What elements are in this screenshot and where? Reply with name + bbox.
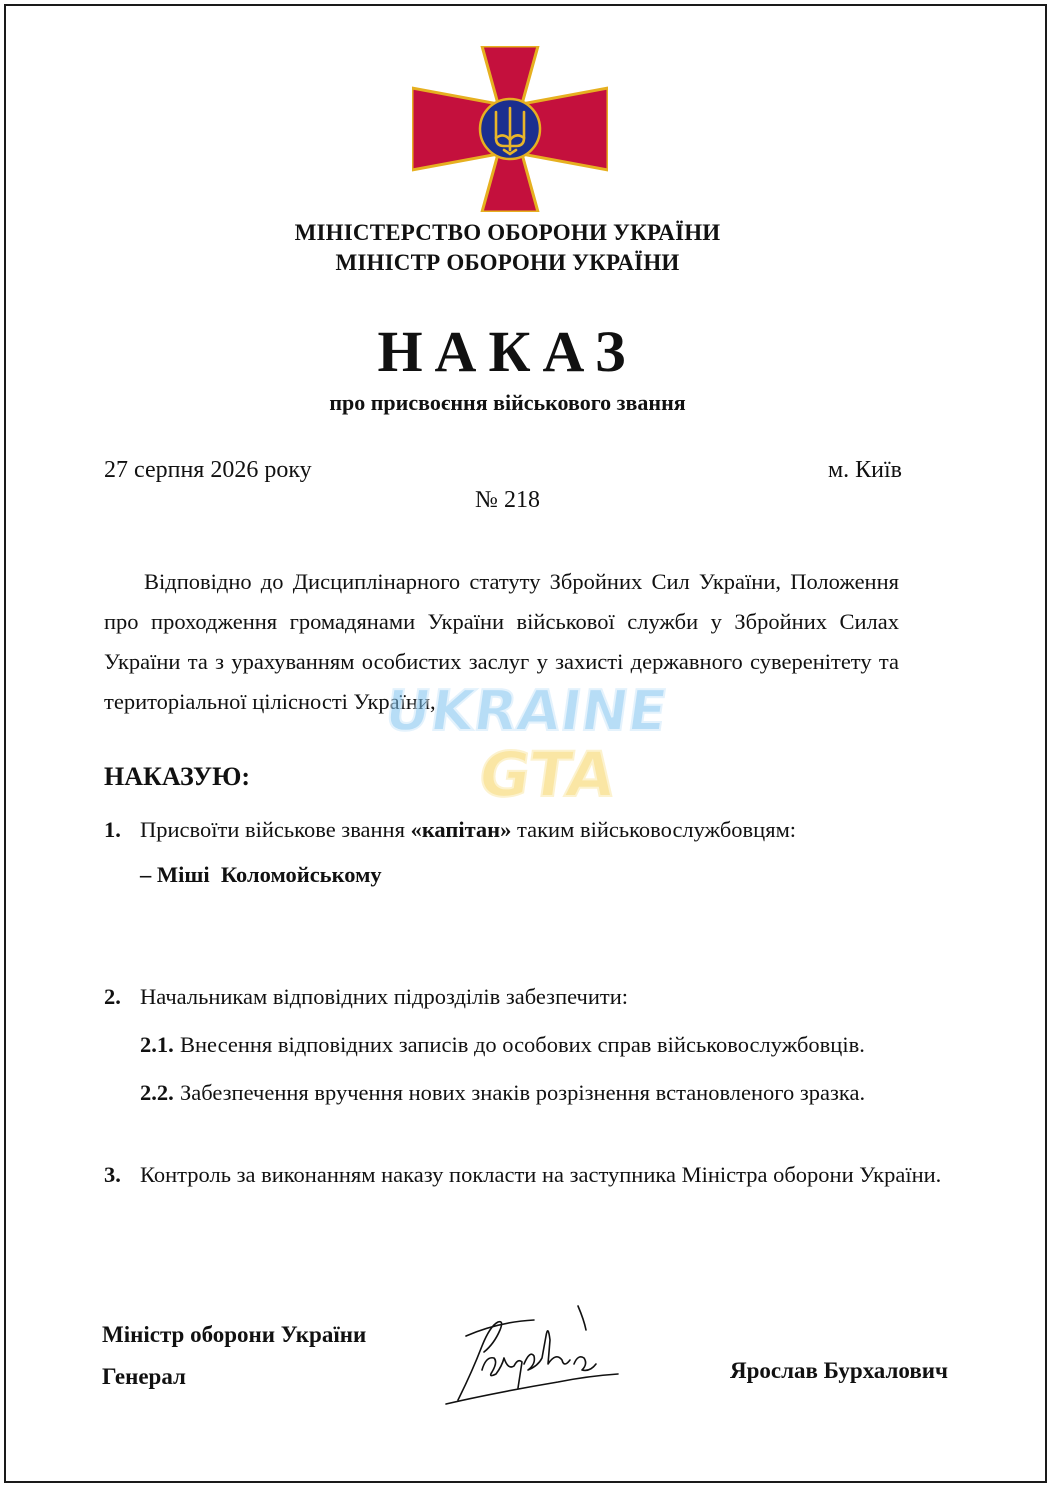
handwritten-signature — [438, 1300, 628, 1410]
ministry-name: МІНІСТЕРСТВО ОБОРОНИ УКРАЇНИ — [294, 220, 721, 245]
signer-rank: Генерал — [102, 1364, 186, 1389]
item-number: 2. — [104, 984, 121, 1009]
order-heading: НАКАЗУЮ: — [104, 762, 251, 791]
recipient-name: – Міші Коломойському — [140, 862, 382, 887]
item-text-before: Присвоїти військове звання — [140, 817, 411, 842]
document-date: 27 серпня 2026 року — [104, 457, 312, 483]
document-number: № 218 — [475, 487, 540, 513]
order-item-2 — [104, 984, 628, 1010]
subitem-text: Внесення відповідних записів до особових справ військовослужбовців. — [180, 1032, 865, 1057]
document-title: НАКАЗ — [377, 319, 638, 384]
item-number: 3. — [104, 1162, 121, 1187]
subitem-number: 2.2. — [140, 1080, 174, 1105]
item-number: 1. — [104, 817, 121, 842]
subitem-number: 2.1. — [140, 1032, 174, 1057]
order-item-3 — [104, 1162, 941, 1188]
order-subitem-2-2 — [140, 1080, 865, 1106]
subitem-text: Забезпечення вручення нових знаків розрізнення встановленого зразка. — [180, 1080, 866, 1105]
watermark-line-1: UKRAINE — [380, 679, 672, 744]
watermark-logo — [372, 668, 692, 818]
item-text: Контроль за виконанням наказу покласти на заступника Міністра оборони України. — [140, 1162, 942, 1187]
minister-title: МІНІСТР ОБОРОНИ УКРАЇНИ — [335, 250, 680, 275]
item-text: Начальникам відповідних підрозділів забезпечити: — [140, 984, 629, 1009]
watermark-line-2: GTA — [474, 738, 620, 811]
order-subitem-2-1 — [140, 1032, 865, 1058]
ministry-emblem-icon — [412, 46, 608, 212]
document-city: м. Київ — [827, 457, 902, 483]
item-text-after: таким військовослужбовцям: — [511, 817, 797, 842]
document-subtitle: про присвоєння військового звання — [329, 390, 686, 415]
rank-value: «капітан» — [410, 817, 512, 842]
order-item-1 — [104, 817, 796, 843]
preamble-paragraph: Відповідно до Дисциплінарного статуту Збройних Сил України, Положення про проходження громадянами України військової служби у Збройних Силах України та з урахуванням особистих заслуг у захисті державного суверенітету та територіальної цілісності України, — [104, 569, 899, 714]
signer-position: Міністр оборони України — [102, 1322, 367, 1347]
signer-name: Ярослав Бурхалович — [730, 1358, 948, 1383]
